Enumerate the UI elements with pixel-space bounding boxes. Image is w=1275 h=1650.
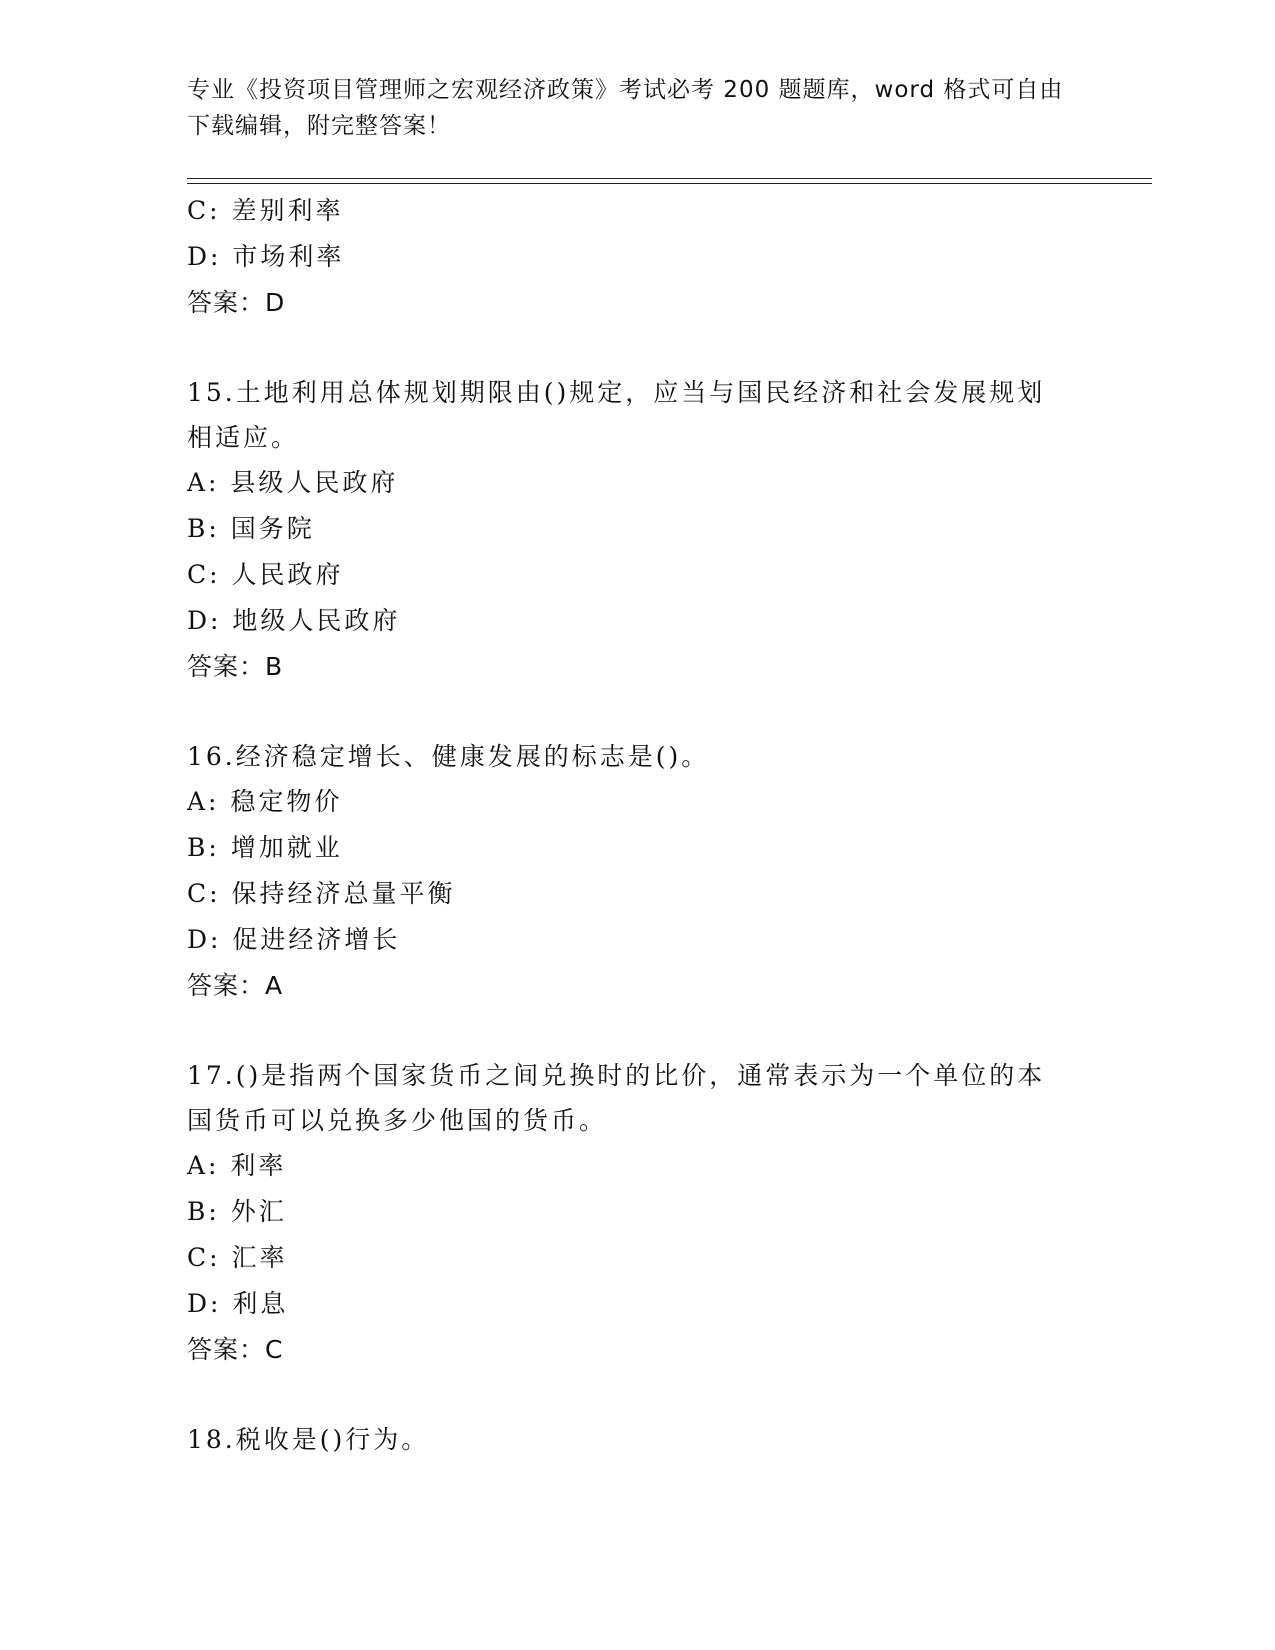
question-stem: 15.土地利用总体规划期限由()规定，应当与国民经济和社会发展规划: [187, 378, 1046, 407]
option-b: B: 国务院: [187, 514, 315, 543]
header-line-2: 下载编辑，附完整答案！: [187, 113, 451, 139]
question-15: [187, 370, 1087, 690]
question-stem: 16.经济稳定增长、健康发展的标志是()。: [187, 742, 710, 771]
option-a: A: 利率: [187, 1151, 287, 1180]
option-d: D: 地级人民政府: [187, 606, 401, 635]
question-14-continued: [187, 188, 1087, 326]
option-c: C: 差别利率: [187, 196, 344, 225]
question-stem: 18.税收是()行为。: [187, 1425, 430, 1454]
question-18: [187, 1417, 1087, 1462]
question-16: [187, 734, 1087, 1009]
option-b: B: 外汇: [187, 1197, 287, 1226]
question-stem: 17.()是指两个国家货币之间兑换时的比价，通常表示为一个单位的本: [187, 1061, 1046, 1090]
question-list: [187, 188, 1087, 1462]
answer-line: 答案：A: [187, 971, 284, 1000]
option-a: A: 稳定物价: [187, 787, 343, 816]
header-rule-bottom: [187, 183, 1152, 184]
option-c: C: 汇率: [187, 1243, 288, 1272]
question-stem-continued: 国货币可以兑换多少他国的货币。: [187, 1106, 608, 1135]
option-d: D: 促进经济增长: [187, 925, 401, 954]
header-rule-top: [187, 178, 1152, 179]
header-line-1: 专业《投资项目管理师之宏观经济政策》考试必考 200 题题库，word 格式可自由: [187, 77, 1064, 103]
question-17: [187, 1053, 1087, 1373]
document-header: [187, 72, 1067, 144]
answer-line: 答案：D: [187, 288, 286, 317]
option-c: C: 保持经济总量平衡: [187, 879, 456, 908]
answer-line: 答案：B: [187, 652, 284, 681]
question-stem-continued: 相适应。: [187, 423, 300, 452]
option-a: A: 县级人民政府: [187, 468, 399, 497]
option-d: D: 市场利率: [187, 242, 345, 271]
answer-line: 答案：C: [187, 1335, 284, 1364]
option-d: D: 利息: [187, 1289, 289, 1318]
option-b: B: 增加就业: [187, 833, 343, 862]
option-c: C: 人民政府: [187, 560, 344, 589]
